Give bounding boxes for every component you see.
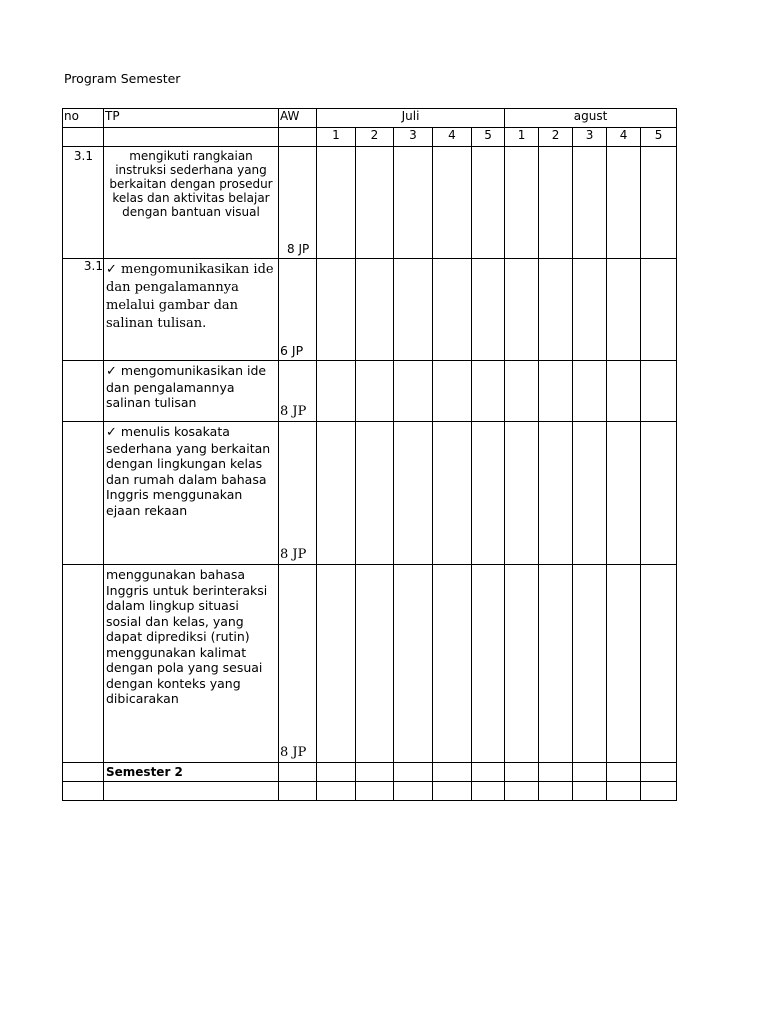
- week-cell: [394, 259, 433, 361]
- week-cell: [641, 422, 677, 565]
- week-cell: [505, 763, 539, 782]
- aw-cell: [279, 422, 317, 565]
- tp-text-block: [106, 363, 276, 411]
- checkmark-icon: ✓: [106, 364, 117, 379]
- week-cell: [472, 361, 505, 422]
- week-cell: [472, 763, 505, 782]
- week-cell: [505, 782, 539, 801]
- week-cell: [317, 147, 356, 259]
- row-number: [63, 361, 104, 422]
- week-cell: [539, 147, 573, 259]
- tp-cell: [104, 782, 279, 801]
- table-row: [63, 147, 677, 259]
- checkmark-icon: ✓: [106, 262, 117, 277]
- checkmark-icon: ✓: [106, 425, 117, 440]
- aw-cell: [279, 147, 317, 259]
- row-number: [63, 422, 104, 565]
- week-juli-1: 1: [317, 128, 356, 147]
- week-cell: [356, 763, 394, 782]
- document-title: Program Semester: [64, 71, 181, 86]
- aw-value: 8 JP: [280, 404, 307, 419]
- aw-cell: [279, 565, 317, 763]
- week-cell: [505, 422, 539, 565]
- week-cell: [433, 565, 472, 763]
- week-cell: [394, 763, 433, 782]
- week-cell: [394, 422, 433, 565]
- header-no: no: [63, 109, 104, 128]
- week-agust-5: 5: [641, 128, 677, 147]
- tp-cell: [104, 147, 279, 259]
- week-cell: [317, 565, 356, 763]
- week-cell: [641, 763, 677, 782]
- week-cell: [573, 361, 607, 422]
- week-cell: [472, 259, 505, 361]
- tp-text-block: [106, 424, 276, 518]
- week-cell: [607, 361, 641, 422]
- week-cell: [641, 782, 677, 801]
- row-number: 3.1: [63, 259, 104, 361]
- program-semester-table: [62, 108, 677, 801]
- week-cell: [539, 361, 573, 422]
- week-cell: [356, 565, 394, 763]
- week-cell: [505, 565, 539, 763]
- week-juli-4: 4: [433, 128, 472, 147]
- week-cell: [641, 259, 677, 361]
- week-cell: [394, 361, 433, 422]
- week-juli-3: 3: [394, 128, 433, 147]
- week-cell: [573, 565, 607, 763]
- week-cell: [641, 361, 677, 422]
- week-cell: [539, 763, 573, 782]
- week-cell: [356, 782, 394, 801]
- week-cell: [505, 259, 539, 361]
- table-row: [63, 763, 677, 782]
- table-row: [63, 259, 677, 361]
- week-cell: [472, 782, 505, 801]
- week-cell: [394, 147, 433, 259]
- tp-text: menggunakan bahasa Inggris untuk berinteraksi dalam lingkup situasi sosial dan kelas, yang dapat diprediksi (rutin) menggunakan kalimat dengan pola yang sesuai dengan konteks yang dibicarakan: [106, 567, 268, 706]
- week-cell: [317, 361, 356, 422]
- row-number: [63, 565, 104, 763]
- week-cell: [433, 422, 472, 565]
- row-number: [63, 782, 104, 801]
- empty-cell: [104, 128, 279, 147]
- aw-value: 6 JP: [280, 343, 304, 358]
- tp-text: mengomunikasikan ide dan pengalamannya melalui gambar dan salinan tulisan.: [106, 262, 274, 331]
- week-cell: [356, 361, 394, 422]
- week-cell: [472, 422, 505, 565]
- week-cell: [317, 782, 356, 801]
- aw-cell: [279, 259, 317, 361]
- week-cell: [317, 422, 356, 565]
- table-row: [63, 782, 677, 801]
- week-cell: [573, 259, 607, 361]
- tp-cell: [104, 361, 279, 422]
- week-cell: [433, 763, 472, 782]
- aw-value: 8 JP: [280, 547, 307, 562]
- aw-cell: [279, 763, 317, 782]
- week-cell: [641, 147, 677, 259]
- week-cell: [356, 259, 394, 361]
- week-cell: [641, 565, 677, 763]
- header-aw: AW: [279, 109, 317, 128]
- week-juli-5: 5: [472, 128, 505, 147]
- week-cell: [505, 147, 539, 259]
- empty-cell: [63, 128, 104, 147]
- week-cell: [505, 361, 539, 422]
- table-row: [63, 361, 677, 422]
- week-cell: [317, 259, 356, 361]
- row-number: 3.1: [63, 147, 104, 259]
- week-cell: [607, 147, 641, 259]
- week-agust-2: 2: [539, 128, 573, 147]
- week-cell: [472, 147, 505, 259]
- week-cell: [539, 422, 573, 565]
- week-cell: [573, 422, 607, 565]
- week-cell: [607, 782, 641, 801]
- header-month-juli: Juli: [317, 109, 505, 128]
- week-cell: [394, 782, 433, 801]
- week-cell: [433, 782, 472, 801]
- empty-cell: [279, 128, 317, 147]
- week-cell: [394, 565, 433, 763]
- week-cell: [607, 259, 641, 361]
- tp-cell: [104, 259, 279, 361]
- week-cell: [573, 147, 607, 259]
- week-cell: [607, 565, 641, 763]
- week-cell: [317, 763, 356, 782]
- week-agust-1: 1: [505, 128, 539, 147]
- tp-text: mengikuti rangkaian instruksi sederhana yang berkaitan dengan prosedur kelas dan aktivitas belajar dengan bantuan visual: [109, 149, 273, 219]
- aw-value: 8 JP: [287, 242, 310, 256]
- row-number: [63, 763, 104, 782]
- header-month-agust: agust: [505, 109, 677, 128]
- week-number-row: [63, 128, 677, 147]
- week-cell: [573, 782, 607, 801]
- week-cell: [539, 259, 573, 361]
- week-juli-2: 2: [356, 128, 394, 147]
- week-agust-4: 4: [607, 128, 641, 147]
- tp-text: mengomunikasikan ide dan pengalamannya salinan tulisan: [106, 363, 267, 410]
- tp-text-block: [106, 261, 276, 333]
- tp-cell: [104, 565, 279, 763]
- week-cell: [433, 147, 472, 259]
- week-cell: [607, 763, 641, 782]
- semester-2-label: Semester 2: [104, 763, 279, 782]
- week-cell: [356, 422, 394, 565]
- week-cell: [356, 147, 394, 259]
- aw-value: 8 JP: [280, 745, 307, 760]
- week-agust-3: 3: [573, 128, 607, 147]
- week-cell: [539, 565, 573, 763]
- week-cell: [433, 361, 472, 422]
- aw-cell: [279, 782, 317, 801]
- week-cell: [539, 782, 573, 801]
- aw-cell: [279, 361, 317, 422]
- header-row: [63, 109, 677, 128]
- week-cell: [573, 763, 607, 782]
- header-tp: TP: [104, 109, 279, 128]
- week-cell: [607, 422, 641, 565]
- tp-text: menulis kosakata sederhana yang berkaitan dengan lingkungan kelas dan rumah dalam bahasa Inggris menggunakan ejaan rekaan: [106, 424, 271, 518]
- week-cell: [472, 565, 505, 763]
- table-row: [63, 565, 677, 763]
- table-row: [63, 422, 677, 565]
- week-cell: [433, 259, 472, 361]
- tp-cell: [104, 422, 279, 565]
